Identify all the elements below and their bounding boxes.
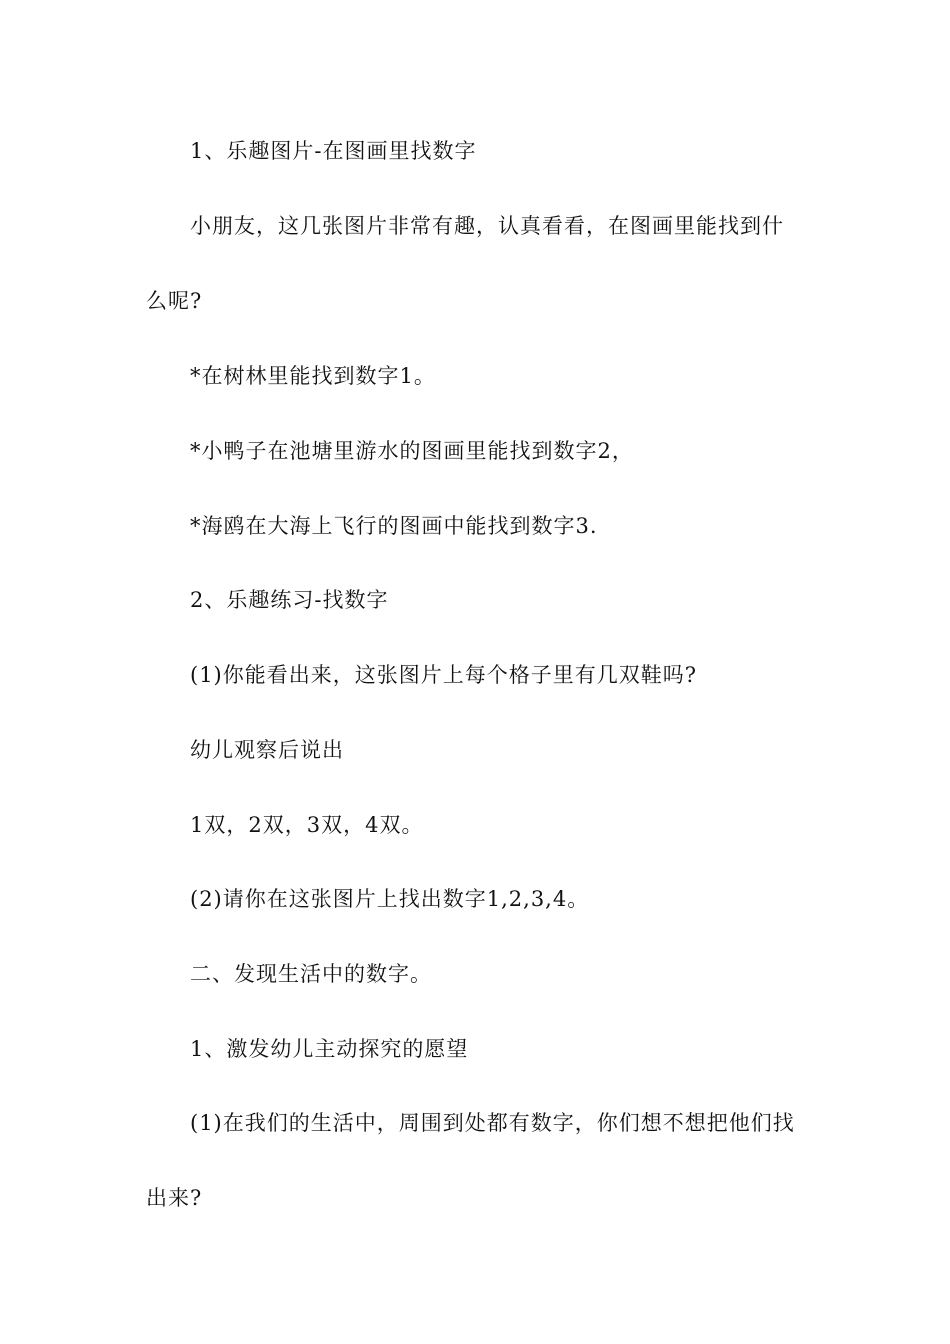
paragraph-line: 小朋友，这几张图片非常有趣，认真看看，在图画里能找到什 (190, 214, 784, 238)
paragraph-line: 幼儿观察后说出 (190, 738, 344, 762)
section-heading-motivate: 1、激发幼儿主动探究的愿望 (190, 1037, 469, 1061)
bullet-item: *小鸭子在池塘里游水的图画里能找到数字2， (190, 439, 634, 463)
section-heading-fun-pictures: 1、乐趣图片-在图画里找数字 (190, 139, 477, 163)
bullet-item: *海鸥在大海上飞行的图画中能找到数字3. (190, 514, 598, 538)
question-item: (2)请你在这张图片上找出数字1,2,3,4。 (190, 887, 590, 911)
question-item: (1)你能看出来，这张图片上每个格子里有几双鞋吗? (190, 663, 698, 687)
paragraph-line: 么呢? (146, 289, 203, 313)
paragraph-line: 1双，2双，3双，4双。 (190, 813, 424, 837)
question-item: (1)在我们的生活中，周围到处都有数字，你们想不想把他们找 (190, 1111, 795, 1135)
paragraph-line: 出来? (146, 1186, 203, 1210)
bullet-item: *在树林里能找到数字1。 (190, 364, 436, 388)
section-heading-discover-numbers: 二、发现生活中的数字。 (190, 962, 432, 986)
section-heading-fun-exercise: 2、乐趣练习-找数字 (190, 588, 389, 612)
